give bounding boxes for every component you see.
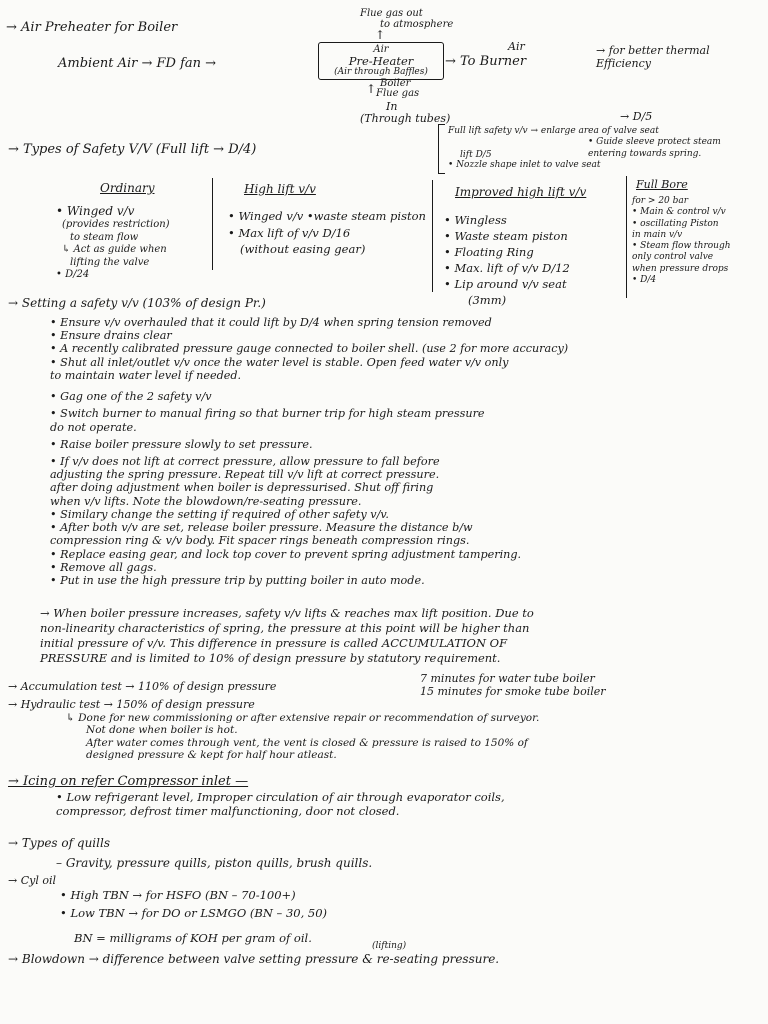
to-burner: → To Burner [445, 54, 527, 69]
col-fullbore-list [632, 196, 731, 286]
col-item: lifting the valve [70, 256, 150, 268]
hydraulic-list [66, 712, 539, 762]
out-arrow: ↑ [375, 28, 386, 42]
box-line2: Pre-Heater [348, 54, 414, 68]
accumulation-test: → Accumulation test → 110% of design pressure [8, 680, 277, 693]
efficiency-note: → for better thermal Efficiency [596, 44, 710, 71]
setting-line: • After both v/v are set, release boiler pressure. Measure the distance b/w [50, 521, 473, 535]
cyl-oil-line: BN = milligrams of KOH per gram of oil. [74, 930, 312, 945]
setting-line: compression ring & v/v body. Fit spacer rings beneath compression rings. [50, 534, 470, 548]
col-item: • Winged v/v [56, 204, 135, 218]
hydraulic-heading: → Hydraulic test → 150% of design pressure [8, 698, 255, 711]
accumulation-line: non-linearity characteristics of spring, the pressure at this point will be higher than [40, 620, 530, 635]
hydraulic-line: ↳ Done for new commissioning or after extensive repair or recommendation of surveyor. [66, 712, 540, 724]
blowdown-line: → Blowdown → difference between valve setting pressure & re-seating pressure. [8, 952, 500, 966]
setting-line: do not operate. [50, 420, 137, 434]
right-notes [448, 126, 721, 171]
types-sv-heading: → Types of Safety V/V (Full lift → D/4) [8, 142, 257, 157]
d15-note: → D/5 [620, 110, 653, 123]
icing-heading: → Icing on refer Compressor inlet — [8, 774, 249, 789]
col-item: • Waste steam piston [444, 229, 568, 244]
cyl-oil-list [60, 886, 327, 947]
setting-line: when v/v lifts. Note the blowdown/re-seating pressure. [50, 494, 362, 508]
col-separator [626, 176, 627, 298]
cyl-oil-line: • High TBN → for HSFO (BN – 70-100+) [60, 888, 296, 902]
col-item: to steam flow [70, 231, 139, 243]
hydraulic-line: After water comes through vent, the vent is closed & pressure is raised to 150% of [86, 736, 528, 749]
col-item: in main v/v [632, 229, 683, 240]
col-item: • Max lift of v/v D/16 [228, 225, 351, 240]
setting-line: • A recently calibrated pressure gauge connected to boiler shell. (use 2 for more accuracy) [50, 342, 569, 356]
right-note: entering towards spring. [588, 148, 702, 159]
right-note: • Guide sleeve protect steam [588, 137, 721, 148]
blowdown-lifting: (lifting) [372, 941, 407, 951]
setting-line: to maintain water level if needed. [50, 368, 242, 382]
cyl-oil-heading: → Cyl oil [8, 874, 57, 887]
col-improved-list [444, 212, 570, 309]
right-note: • Nozzle shape inlet to valve seat [448, 159, 601, 170]
col-item: • D/4 [632, 274, 657, 285]
box-line3: (Air through Baffles) [334, 66, 428, 77]
col-item: • D/24 [56, 269, 90, 280]
setting-line: • Remove all gags. [50, 560, 157, 574]
preheater-heading: → Air Preheater for Boiler [6, 20, 178, 35]
cyl-oil-line: • Low TBN → for DO or LSMGO (BN – 30, 50) [60, 906, 328, 921]
accumulation-line: initial pressure of v/v. This difference in pressure is called ACCUMULATION OF [40, 635, 508, 650]
icing-line: • Low refrigerant level, Improper circulation of air through evaporator coils, [56, 790, 505, 804]
setting-line: • Ensure drains clear [50, 329, 172, 343]
col-item: • Steam flow through [632, 241, 731, 251]
accumulation-test-a: 7 minutes for water tube boiler [420, 672, 595, 685]
boiler-label: Boiler [380, 78, 411, 89]
col-ordinary-title: Ordinary [100, 181, 155, 195]
col-item: when pressure drops [632, 263, 729, 274]
air-label: Air [508, 40, 525, 53]
preheater-box [318, 42, 444, 80]
setting-line: • Gag one of the 2 safety v/v [50, 390, 212, 404]
lift-note: lift D/5 [460, 150, 492, 160]
setting-list [50, 316, 568, 587]
quills-heading: → Types of quills [8, 836, 110, 850]
setting-line: • Put in use the high pressure trip by putting boiler in auto mode. [50, 573, 425, 587]
icing-line: compressor, defrost timer malfunctioning, door not closed. [56, 804, 400, 819]
accumulation-line: → When boiler pressure increases, safety v/v lifts & reaches max lift position. Due to [40, 606, 534, 620]
right-note: Full lift safety v/v → enlarge area of valve seat [448, 126, 659, 136]
setting-line: • If v/v does not lift at correct pressure, allow pressure to fall before [50, 454, 440, 468]
quills-line: – Gravity, pressure quills, piston quills, brush quills. [56, 856, 373, 870]
col-separator [212, 178, 213, 270]
col-item: • Wingless [444, 213, 507, 227]
accumulation-line: PRESSURE and is limited to 10% of design pressure by statutory requirement. [40, 650, 501, 665]
preheater-out-top: Flue gas out [360, 8, 423, 19]
notes-brace [438, 124, 445, 174]
setting-line: • Replace easing gear, and lock top cover to prevent spring adjustment tampering. [50, 547, 522, 561]
col-item: • oscillating Piston [632, 218, 719, 229]
accumulation-test-b: 15 minutes for smoke tube boiler [420, 685, 606, 698]
col-ordinary-list [56, 204, 170, 282]
col-item: • Floating Ring [444, 245, 534, 260]
setting-line: • Ensure v/v overhauled that it could lift by D/4 when spring tension removed [50, 316, 492, 329]
in-arrow: ↑ [366, 82, 377, 96]
in-label: In [386, 100, 398, 113]
hydraulic-line: Not done when boiler is hot. [86, 724, 238, 737]
col-item: • Winged v/v •waste steam piston [228, 209, 426, 223]
col-item: (3mm) [468, 293, 507, 308]
col-fullbore-title: Full Bore [636, 178, 688, 191]
setting-line: • Similary change the setting if required of other safety v/v. [50, 507, 389, 521]
col-item: • Max. lift of v/v D/12 [444, 261, 570, 276]
tubes-label: (Through tubes) [360, 112, 451, 125]
setting-line: adjusting the spring pressure. Repeat till v/v lift at correct pressure. [50, 468, 440, 482]
hydraulic-line: designed pressure & kept for half hour atleast. [86, 749, 337, 762]
accumulation-list [40, 606, 534, 666]
col-item: (provides restriction) [62, 219, 170, 230]
col-item: ↳ Act as guide when [62, 244, 167, 255]
preheater-out-top2: to atmosphere [380, 19, 454, 30]
icing-list [56, 790, 505, 819]
setting-line: • Switch burner to manual firing so that burner trip for high steam pressure [50, 407, 485, 421]
col-highlift-title: High lift v/v [244, 182, 316, 196]
setting-line: • Shut all inlet/outlet v/v once the water level is stable. Open feed water v/v only [50, 355, 509, 369]
col-improved-title: Improved high lift v/v [455, 185, 587, 199]
flue-gas-in: Flue gas [376, 88, 420, 99]
col-highlift-list [228, 208, 426, 258]
box-line1: Air [373, 44, 389, 55]
preheater-ambient: Ambient Air → FD fan → [58, 56, 217, 71]
col-item: only control valve [632, 252, 714, 263]
col-item: • Lip around v/v seat [444, 277, 567, 292]
setting-line: after doing adjustment when boiler is depressurised. Shut off firing [50, 481, 434, 495]
col-item: for > 20 bar [632, 196, 689, 206]
col-separator [432, 180, 433, 292]
col-item: • Main & control v/v [632, 207, 726, 218]
setting-line: • Raise boiler pressure slowly to set pressure. [50, 437, 313, 451]
col-item: (without easing gear) [240, 242, 366, 257]
setting-heading: → Setting a safety v/v (103% of design Pr.) [8, 296, 266, 310]
